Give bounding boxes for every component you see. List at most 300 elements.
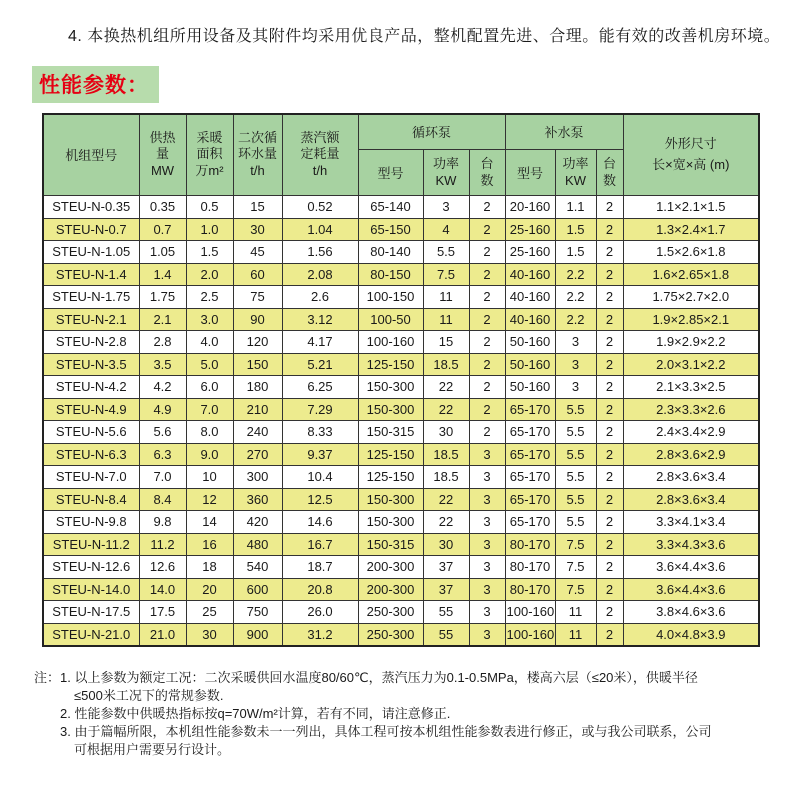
- value-cell: 2: [469, 376, 505, 399]
- value-cell: 3.3×4.3×3.6: [623, 533, 759, 556]
- value-cell: 100-160: [505, 601, 555, 624]
- value-cell: 0.35: [139, 196, 186, 219]
- value-cell: 250-300: [358, 601, 423, 624]
- header-line: 万m²: [195, 163, 224, 179]
- table-header: [43, 114, 759, 196]
- value-cell: 150-315: [358, 421, 423, 444]
- value-cell: 2: [469, 263, 505, 286]
- value-cell: 16.7: [282, 533, 358, 556]
- value-cell: 3: [469, 556, 505, 579]
- value-cell: 1.4: [139, 263, 186, 286]
- value-cell: 65-150: [358, 218, 423, 241]
- value-cell: 22: [423, 376, 469, 399]
- value-cell: 20.8: [282, 578, 358, 601]
- group-header-makeup-pump: 补水泵: [505, 114, 623, 150]
- unit-model-cell: STEU-N-4.2: [43, 376, 139, 399]
- value-cell: 11: [555, 601, 596, 624]
- value-cell: 900: [233, 623, 282, 646]
- note-item: [60, 669, 780, 705]
- value-cell: 11: [423, 286, 469, 309]
- value-cell: 30: [423, 421, 469, 444]
- value-cell: 1.0: [186, 218, 233, 241]
- value-cell: 65-170: [505, 398, 555, 421]
- value-cell: 420: [233, 511, 282, 534]
- value-cell: 14.0: [139, 578, 186, 601]
- value-cell: 1.1: [555, 196, 596, 219]
- value-cell: 1.5: [555, 241, 596, 264]
- table-row: [43, 488, 759, 511]
- value-cell: 3.0: [186, 308, 233, 331]
- col-header-unit-model: 机组型号: [43, 114, 139, 196]
- value-cell: 80-140: [358, 241, 423, 264]
- value-cell: 8.0: [186, 421, 233, 444]
- value-cell: 12: [186, 488, 233, 511]
- col-header-dimensions: [623, 114, 759, 196]
- header-line: 功率: [432, 155, 459, 171]
- value-cell: 3: [469, 511, 505, 534]
- value-cell: 125-150: [358, 443, 423, 466]
- value-cell: 1.5: [186, 241, 233, 264]
- value-cell: 1.75: [139, 286, 186, 309]
- subheader-makeup-pump-power: [555, 150, 596, 196]
- notes: [34, 669, 780, 759]
- value-cell: 9.0: [186, 443, 233, 466]
- value-cell: 3: [555, 376, 596, 399]
- value-cell: 3: [469, 623, 505, 646]
- value-cell: 65-170: [505, 466, 555, 489]
- value-cell: 2.08: [282, 263, 358, 286]
- value-cell: 600: [233, 578, 282, 601]
- value-cell: 3: [469, 578, 505, 601]
- unit-model-cell: STEU-N-4.9: [43, 398, 139, 421]
- note-line: ≤500米工况下的常规参数.: [74, 688, 224, 704]
- value-cell: 2: [469, 353, 505, 376]
- header-line: t/h: [312, 163, 328, 179]
- value-cell: 18.7: [282, 556, 358, 579]
- col-header-steam-consumption: [282, 114, 358, 196]
- unit-model-cell: STEU-N-2.1: [43, 308, 139, 331]
- intro-paragraph: 4. 本换热机组所用设备及其附件均采用优良产品，整机配置先进、合理。能有效的改善机房环境。: [68, 28, 781, 45]
- value-cell: 11.2: [139, 533, 186, 556]
- value-cell: 40-160: [505, 286, 555, 309]
- value-cell: 5.6: [139, 421, 186, 444]
- value-cell: 5.5: [555, 398, 596, 421]
- value-cell: 4.2: [139, 376, 186, 399]
- note-item: [60, 723, 780, 759]
- value-cell: 6.0: [186, 376, 233, 399]
- value-cell: 5.5: [555, 488, 596, 511]
- value-cell: 10.4: [282, 466, 358, 489]
- value-cell: 0.7: [139, 218, 186, 241]
- unit-model-cell: STEU-N-12.6: [43, 556, 139, 579]
- value-cell: 50-160: [505, 331, 555, 354]
- value-cell: 9.37: [282, 443, 358, 466]
- table-row: [43, 353, 759, 376]
- value-cell: 2.8×3.6×3.4: [623, 466, 759, 489]
- value-cell: 2: [596, 241, 623, 264]
- table-row: [43, 263, 759, 286]
- unit-model-cell: STEU-N-1.4: [43, 263, 139, 286]
- value-cell: 14: [186, 511, 233, 534]
- value-cell: 3.5: [139, 353, 186, 376]
- value-cell: 30: [233, 218, 282, 241]
- value-cell: 2: [596, 308, 623, 331]
- value-cell: 4.17: [282, 331, 358, 354]
- value-cell: 37: [423, 578, 469, 601]
- value-cell: 270: [233, 443, 282, 466]
- value-cell: 1.9×2.9×2.2: [623, 331, 759, 354]
- subheader-makeup-pump-model: 型号: [505, 150, 555, 196]
- value-cell: 11: [423, 308, 469, 331]
- value-cell: 3: [555, 331, 596, 354]
- value-cell: 65-170: [505, 443, 555, 466]
- value-cell: 3.6×4.4×3.6: [623, 556, 759, 579]
- value-cell: 90: [233, 308, 282, 331]
- col-header-heat-output: [139, 114, 186, 196]
- value-cell: 5.5: [555, 511, 596, 534]
- unit-model-cell: STEU-N-1.75: [43, 286, 139, 309]
- header-line: t/h: [250, 163, 265, 179]
- value-cell: 22: [423, 511, 469, 534]
- value-cell: 55: [423, 601, 469, 624]
- table-row: [43, 241, 759, 264]
- value-cell: 26.0: [282, 601, 358, 624]
- value-cell: 2: [596, 443, 623, 466]
- value-cell: 40-160: [505, 263, 555, 286]
- header-line: 定耗量: [300, 146, 340, 162]
- value-cell: 65-140: [358, 196, 423, 219]
- value-cell: 18.5: [423, 353, 469, 376]
- unit-model-cell: STEU-N-14.0: [43, 578, 139, 601]
- value-cell: 3: [469, 466, 505, 489]
- value-cell: 125-150: [358, 353, 423, 376]
- value-cell: 150-300: [358, 511, 423, 534]
- value-cell: 0.5: [186, 196, 233, 219]
- value-cell: 60: [233, 263, 282, 286]
- header-line: 二次循: [237, 129, 277, 145]
- value-cell: 1.75×2.7×2.0: [623, 286, 759, 309]
- value-cell: 45: [233, 241, 282, 264]
- value-cell: 250-300: [358, 623, 423, 646]
- value-cell: 14.6: [282, 511, 358, 534]
- value-cell: 2: [469, 398, 505, 421]
- header-line: KW: [435, 172, 457, 188]
- value-cell: 2: [469, 196, 505, 219]
- value-cell: 2: [596, 533, 623, 556]
- value-cell: 3.3×4.1×3.4: [623, 511, 759, 534]
- value-cell: 22: [423, 488, 469, 511]
- value-cell: 2: [596, 421, 623, 444]
- header-line: 量: [155, 146, 169, 162]
- value-cell: 80-170: [505, 556, 555, 579]
- value-cell: 360: [233, 488, 282, 511]
- value-cell: 2.5: [186, 286, 233, 309]
- subheader-circ-pump-qty: [469, 150, 505, 196]
- value-cell: 12.5: [282, 488, 358, 511]
- value-cell: 1.3×2.4×1.7: [623, 218, 759, 241]
- value-cell: 2.4×3.4×2.9: [623, 421, 759, 444]
- table-row: [43, 421, 759, 444]
- value-cell: 100-160: [358, 331, 423, 354]
- table-row: [43, 398, 759, 421]
- value-cell: 22: [423, 398, 469, 421]
- value-cell: 2: [469, 241, 505, 264]
- group-header-circulation-pump: 循环泵: [358, 114, 505, 150]
- value-cell: 7.5: [555, 556, 596, 579]
- header-row-top: [43, 114, 759, 150]
- section-title: 性能参数：: [32, 66, 159, 103]
- value-cell: 2.2: [555, 308, 596, 331]
- value-cell: 4.9: [139, 398, 186, 421]
- value-cell: 210: [233, 398, 282, 421]
- header-line: 数: [603, 172, 617, 188]
- header-line: 长×宽×高 (m): [652, 156, 730, 172]
- value-cell: 2.1×3.3×2.5: [623, 376, 759, 399]
- unit-model-cell: STEU-N-7.0: [43, 466, 139, 489]
- note-line: 1. 以上参数为额定工况：二次采暖供回水温度80/60℃，蒸汽压力为0.1-0.5MPa，楼高六层（≤20米），供暖半径: [60, 670, 698, 686]
- value-cell: 6.25: [282, 376, 358, 399]
- table-row: [43, 196, 759, 219]
- value-cell: 2.8×3.6×2.9: [623, 443, 759, 466]
- value-cell: 16: [186, 533, 233, 556]
- unit-model-cell: STEU-N-1.05: [43, 241, 139, 264]
- value-cell: 100-150: [358, 286, 423, 309]
- table-row: [43, 218, 759, 241]
- value-cell: 18.5: [423, 443, 469, 466]
- header-line: 蒸汽额: [300, 129, 340, 145]
- header-line: 台: [480, 155, 494, 171]
- value-cell: 5.21: [282, 353, 358, 376]
- value-cell: 2: [596, 218, 623, 241]
- value-cell: 2: [596, 196, 623, 219]
- value-cell: 18: [186, 556, 233, 579]
- value-cell: 2: [469, 218, 505, 241]
- value-cell: 180: [233, 376, 282, 399]
- value-cell: 1.1×2.1×1.5: [623, 196, 759, 219]
- value-cell: 11: [555, 623, 596, 646]
- value-cell: 5.5: [555, 443, 596, 466]
- value-cell: 3: [469, 533, 505, 556]
- value-cell: 3: [469, 488, 505, 511]
- value-cell: 6.3: [139, 443, 186, 466]
- value-cell: 2: [596, 353, 623, 376]
- value-cell: 2: [596, 331, 623, 354]
- value-cell: 2: [596, 511, 623, 534]
- value-cell: 1.5: [555, 218, 596, 241]
- value-cell: 2.0×3.1×2.2: [623, 353, 759, 376]
- value-cell: 5.5: [423, 241, 469, 264]
- value-cell: 7.0: [186, 398, 233, 421]
- table-row: [43, 556, 759, 579]
- header-line: 供热: [149, 129, 176, 145]
- value-cell: 65-170: [505, 488, 555, 511]
- header-line: MW: [150, 163, 175, 179]
- value-cell: 2: [596, 466, 623, 489]
- value-cell: 2: [469, 286, 505, 309]
- value-cell: 120: [233, 331, 282, 354]
- table-row: [43, 286, 759, 309]
- unit-model-cell: STEU-N-2.8: [43, 331, 139, 354]
- value-cell: 3: [423, 196, 469, 219]
- note-line: 可根据用户需要另行设计。: [74, 742, 231, 758]
- value-cell: 40-160: [505, 308, 555, 331]
- value-cell: 540: [233, 556, 282, 579]
- table-row: [43, 443, 759, 466]
- unit-model-cell: STEU-N-9.8: [43, 511, 139, 534]
- value-cell: 2: [596, 556, 623, 579]
- value-cell: 20-160: [505, 196, 555, 219]
- unit-model-cell: STEU-N-11.2: [43, 533, 139, 556]
- value-cell: 8.4: [139, 488, 186, 511]
- value-cell: 1.56: [282, 241, 358, 264]
- value-cell: 1.6×2.65×1.8: [623, 263, 759, 286]
- value-cell: 3: [469, 443, 505, 466]
- table-row: [43, 308, 759, 331]
- value-cell: 4.0: [186, 331, 233, 354]
- value-cell: 21.0: [139, 623, 186, 646]
- value-cell: 2: [469, 331, 505, 354]
- value-cell: 7.5: [555, 578, 596, 601]
- value-cell: 150-300: [358, 398, 423, 421]
- value-cell: 2: [596, 286, 623, 309]
- value-cell: 2: [596, 488, 623, 511]
- notes-list: [60, 669, 780, 759]
- value-cell: 480: [233, 533, 282, 556]
- col-header-heating-area: [186, 114, 233, 196]
- value-cell: 17.5: [139, 601, 186, 624]
- unit-model-cell: STEU-N-3.5: [43, 353, 139, 376]
- header-line: KW: [565, 172, 586, 188]
- value-cell: 25-160: [505, 241, 555, 264]
- value-cell: 9.8: [139, 511, 186, 534]
- value-cell: 7.29: [282, 398, 358, 421]
- value-cell: 12.6: [139, 556, 186, 579]
- unit-model-cell: STEU-N-17.5: [43, 601, 139, 624]
- value-cell: 4.0×4.8×3.9: [623, 623, 759, 646]
- unit-model-cell: STEU-N-5.6: [43, 421, 139, 444]
- notes-label: 注：: [34, 670, 61, 686]
- value-cell: 50-160: [505, 353, 555, 376]
- value-cell: 750: [233, 601, 282, 624]
- subheader-makeup-pump-qty: [596, 150, 623, 196]
- value-cell: 2: [596, 398, 623, 421]
- value-cell: 125-150: [358, 466, 423, 489]
- value-cell: 80-170: [505, 533, 555, 556]
- header-line: 面积: [196, 146, 223, 162]
- value-cell: 2: [469, 308, 505, 331]
- value-cell: 65-170: [505, 511, 555, 534]
- unit-model-cell: STEU-N-6.3: [43, 443, 139, 466]
- value-cell: 2.6: [282, 286, 358, 309]
- table-row: [43, 331, 759, 354]
- value-cell: 100-160: [505, 623, 555, 646]
- table-row: [43, 466, 759, 489]
- header-line: 外形尺寸: [664, 136, 717, 152]
- value-cell: 7.5: [555, 533, 596, 556]
- table-row: [43, 578, 759, 601]
- value-cell: 5.0: [186, 353, 233, 376]
- value-cell: 80-150: [358, 263, 423, 286]
- subheader-circ-pump-model: 型号: [358, 150, 423, 196]
- value-cell: 2.3×3.3×2.6: [623, 398, 759, 421]
- value-cell: 0.52: [282, 196, 358, 219]
- value-cell: 2: [469, 421, 505, 444]
- value-cell: 150-300: [358, 488, 423, 511]
- header-line: 功率: [562, 155, 589, 171]
- value-cell: 200-300: [358, 556, 423, 579]
- note-line: 3. 由于篇幅所限，本机组性能参数未一一列出，具体工程可按本机组性能参数表进行修正，或与我公司联系，公司: [60, 724, 712, 740]
- table-row: [43, 533, 759, 556]
- value-cell: 3.12: [282, 308, 358, 331]
- value-cell: 3.8×4.6×3.6: [623, 601, 759, 624]
- value-cell: 2.2: [555, 263, 596, 286]
- value-cell: 7.5: [423, 263, 469, 286]
- note-line: 2. 性能参数中供暖热指标按q=70W/m²计算，若有不同，请注意修正.: [60, 706, 451, 722]
- value-cell: 2.2: [555, 286, 596, 309]
- value-cell: 37: [423, 556, 469, 579]
- value-cell: 25-160: [505, 218, 555, 241]
- table-row: [43, 511, 759, 534]
- value-cell: 1.5×2.6×1.8: [623, 241, 759, 264]
- value-cell: 2.0: [186, 263, 233, 286]
- table-row: [43, 376, 759, 399]
- table-row: [43, 623, 759, 646]
- value-cell: 100-50: [358, 308, 423, 331]
- value-cell: 30: [423, 533, 469, 556]
- value-cell: 3: [469, 601, 505, 624]
- value-cell: 75: [233, 286, 282, 309]
- header-line: 台: [603, 155, 617, 171]
- value-cell: 2.8×3.6×3.4: [623, 488, 759, 511]
- value-cell: 3: [555, 353, 596, 376]
- header-line: 环水量: [237, 146, 277, 162]
- value-cell: 55: [423, 623, 469, 646]
- value-cell: 2: [596, 376, 623, 399]
- value-cell: 300: [233, 466, 282, 489]
- value-cell: 150: [233, 353, 282, 376]
- value-cell: 2.8: [139, 331, 186, 354]
- value-cell: 150-300: [358, 376, 423, 399]
- unit-model-cell: STEU-N-0.35: [43, 196, 139, 219]
- col-header-secondary-water: [233, 114, 282, 196]
- table-row: [43, 601, 759, 624]
- value-cell: 30: [186, 623, 233, 646]
- value-cell: 2.1: [139, 308, 186, 331]
- value-cell: 2: [596, 263, 623, 286]
- value-cell: 18.5: [423, 466, 469, 489]
- table-body: [43, 196, 759, 647]
- value-cell: 65-170: [505, 421, 555, 444]
- value-cell: 1.9×2.85×2.1: [623, 308, 759, 331]
- value-cell: 2: [596, 623, 623, 646]
- value-cell: 25: [186, 601, 233, 624]
- header-line: 数: [480, 172, 494, 188]
- value-cell: 80-170: [505, 578, 555, 601]
- value-cell: 2: [596, 601, 623, 624]
- value-cell: 3.6×4.4×3.6: [623, 578, 759, 601]
- value-cell: 200-300: [358, 578, 423, 601]
- unit-model-cell: STEU-N-8.4: [43, 488, 139, 511]
- value-cell: 5.5: [555, 421, 596, 444]
- value-cell: 2: [596, 578, 623, 601]
- value-cell: 15: [423, 331, 469, 354]
- value-cell: 1.05: [139, 241, 186, 264]
- note-item: [60, 705, 780, 723]
- performance-table: [42, 113, 760, 648]
- value-cell: 31.2: [282, 623, 358, 646]
- value-cell: 240: [233, 421, 282, 444]
- value-cell: 20: [186, 578, 233, 601]
